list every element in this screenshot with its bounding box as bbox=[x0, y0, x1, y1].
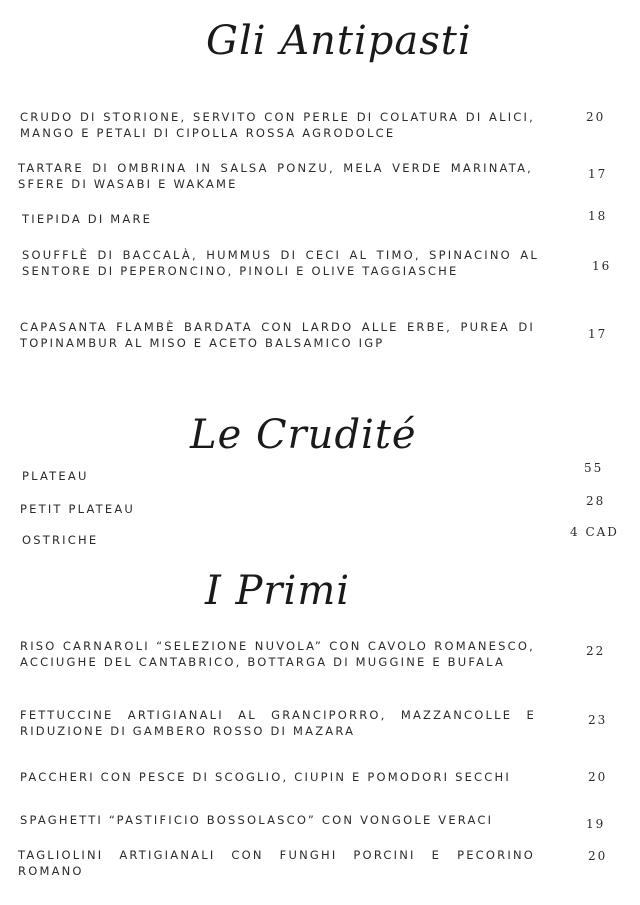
menu-item-ostriche: OSTRICHE bbox=[22, 533, 99, 547]
menu-item-price: 19 bbox=[586, 817, 606, 831]
menu-item-riso-carnaroli: RISO CARNAROLI “SELEZIONE NUVOLA” CON CAVOLO ROMANESCO, ACCIUGHE DEL CANTABRICO, BOTTARGA DI MUGGINE E BUFALA bbox=[20, 639, 535, 669]
menu-item-price: 22 bbox=[586, 644, 606, 658]
menu-item-price: 20 bbox=[586, 110, 606, 124]
menu-item-price: 17 bbox=[588, 167, 608, 181]
menu-item-price: 17 bbox=[588, 327, 608, 341]
menu-item-petit-plateau: PETIT PLATEAU bbox=[20, 502, 136, 516]
section-title-antipasti: Gli Antipasti bbox=[206, 18, 472, 64]
menu-item-capasanta-flambe: CAPASANTA FLAMBÈ BARDATA CON LARDO ALLE ERBE, PUREA DI TOPINAMBUR AL MISO E ACETO BALSAMICO IGP bbox=[20, 320, 535, 350]
menu-item-souffle-di-baccala: SOUFFLÈ DI BACCALÀ, HUMMUS DI CECI AL TIMO, SPINACINO AL SENTORE DI PEPERONCINO, PINOLI E OLIVE TAGGIASCHE bbox=[22, 248, 539, 278]
section-title-crudite: Le Crudité bbox=[190, 412, 417, 458]
menu-item-price: 20 bbox=[588, 849, 608, 863]
menu-item-paccheri: PACCHERI CON PESCE DI SCOGLIO, CIUPIN E POMODORI SECCHI bbox=[20, 770, 511, 784]
menu-item-price: 23 bbox=[588, 713, 608, 727]
menu-item-price: 20 bbox=[588, 770, 608, 784]
menu-item-price: 28 bbox=[586, 494, 606, 508]
menu-item-fettuccine-artigianali: FETTUCCINE ARTIGIANALI AL GRANCIPORRO, MAZZANCOLLE E RIDUZIONE DI GAMBERO ROSSO DI MAZARA bbox=[20, 708, 536, 738]
menu-item-price: 16 bbox=[592, 259, 612, 273]
menu-item-crudo-di-storione: CRUDO DI STORIONE, SERVITO CON PERLE DI COLATURA DI ALICI, MANGO E PETALI DI CIPOLLA ROSSA AGRODOLCE bbox=[20, 110, 535, 140]
menu-item-price: 18 bbox=[588, 209, 608, 223]
menu-item-tiepida-di-mare: TIEPIDA DI MARE bbox=[22, 212, 153, 226]
menu-item-tagliolini-artigianali: TAGLIOLINI ARTIGIANALI CON FUNGHI PORCINI E PECORINO ROMANO bbox=[18, 848, 535, 878]
section-title-primi: I Primi bbox=[205, 568, 351, 614]
menu-item-plateau: PLATEAU bbox=[22, 469, 89, 483]
menu-item-price: 4 CAD bbox=[570, 525, 619, 539]
menu-item-spaghetti: SPAGHETTI “PASTIFICIO BOSSOLASCO” CON VONGOLE VERACI bbox=[20, 813, 494, 827]
menu-item-tartare-di-ombrina: TARTARE DI OMBRINA IN SALSA PONZU, MELA VERDE MARINATA, SFERE DI WASABI E WAKAME bbox=[18, 161, 533, 191]
menu-item-price: 55 bbox=[584, 461, 604, 475]
